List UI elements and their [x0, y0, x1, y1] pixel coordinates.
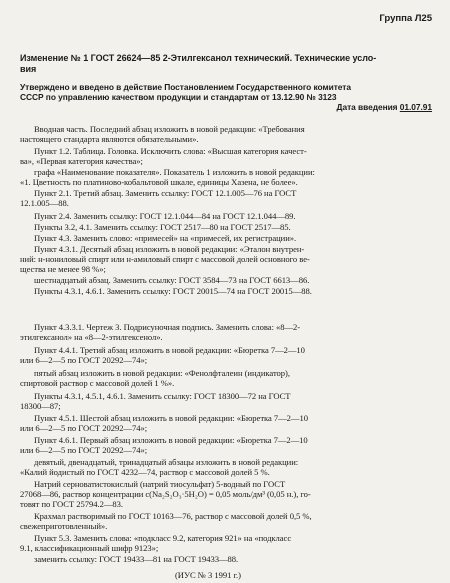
text-line: Пункт 4.6.1. Первый абзац изложить в новой редакции: «Бюретка 7—2—10	[34, 435, 308, 445]
footer-reference: (ИУС № 3 1991 г.)	[175, 570, 241, 580]
effective-date-label: Дата введения	[336, 102, 400, 112]
text-line: ва», «Первая категория качества»;	[20, 156, 143, 166]
text-line: Пункт 4.5.1. Шестой абзац изложить в новой редакции: «Бюретка 7—2—10	[34, 413, 308, 423]
text-line: ний: н-нониловый спирт или н-амиловый спирт с массовой долей основного ве-	[20, 254, 310, 264]
text-line: Пункт 1.2. Таблица. Головка. Исключить слова: «Высшая категория качест-	[34, 146, 307, 156]
text-line: Крахмал растворимый по ГОСТ 10163—76, раствор с массовой долей 0,5 %,	[34, 511, 312, 521]
text-line: или 6—2—5 по ГОСТ 20292—74»;	[20, 445, 148, 455]
text-line: Пункт 4.3.1. Десятый абзац изложить в новой редакции: «Эталон внутрен-	[34, 244, 305, 254]
text-line: или 6—2—5 по ГОСТ 20292—74»;	[20, 355, 148, 365]
text-line: свежеприготовленный».	[20, 521, 108, 531]
text-line: 27068—86, раствор концентрации с(Na₂S₂O₃·5H₂O) = 0,05 моль/дм³ (0,05 н.), го-	[20, 489, 311, 499]
amendment-title-cont: вия	[20, 64, 37, 74]
text-line: девятый, двенадцатый, тринадцатый абзацы изложить в новой редакции:	[34, 457, 299, 467]
text-line: товят по ГОСТ 25794.2—83.	[20, 499, 123, 509]
text-line: Пункт 4.3. Заменить слово: «примесей» на «примесей, их регистрации».	[34, 233, 297, 243]
text-line: заменить ссылку: ГОСТ 19433—81 на ГОСТ 19433—88.	[34, 554, 239, 564]
text-line: Пункт 2.1. Третий абзац. Заменить ссылку: ГОСТ 12.1.005—76 на ГОСТ	[34, 188, 297, 198]
text-line: Пункт 5.3. Заменить слова: «подкласс 9.2, категория 921» на «подкласс	[34, 533, 292, 543]
effective-date	[337, 102, 432, 112]
approval-line: Утверждено и введено в действие Постановлением Государственного комитета	[20, 82, 351, 92]
text-line: спиртовой раствор с массовой долей 1 %».	[20, 378, 175, 388]
text-line: этилгексанол» на «8—2-этилгексенол».	[20, 332, 163, 342]
text-line: Пункты 4.3.1, 4.6.1. Заменить ссылку: ГОСТ 20015—74 на ГОСТ 20015—88.	[34, 286, 312, 296]
text-line: шестнадцатый абзац. Заменить ссылку: ГОСТ 3584—73 на ГОСТ 6613—86.	[34, 275, 310, 285]
text-line: «Калий йодистый по ГОСТ 4232—74, раствор с массовой долей 5 %.	[20, 467, 270, 477]
effective-date-value: 01.07.91	[399, 102, 432, 112]
text-line: пятый абзац изложить в новой редакции: «Фенолфталеин (индикатор),	[34, 368, 290, 378]
text-line: Пункт 4.4.1. Третий абзац изложить в новой редакции: «Бюретка 7—2—10	[34, 345, 305, 355]
text-line: щества не менее 98 %»;	[20, 264, 106, 274]
text-line: Пункты 4.3.1, 4.5.1, 4.6.1. Заменить ссылку: ГОСТ 18300—72 на ГОСТ	[34, 391, 291, 401]
text-line: или 6—2—5 по ГОСТ 20292—74»;	[20, 423, 148, 433]
text-line: 12.1.005—88.	[20, 198, 69, 208]
group-code: Группа Л25	[379, 13, 432, 24]
text-line: графа «Наименование показателя». Показатель 1 изложить в новой редакции:	[34, 167, 315, 177]
text-line: Натрий серноватистокислый (натрий тиосульфат) 5-водный по ГОСТ	[34, 479, 286, 489]
text-line: Пункт 2.4. Заменить ссылку: ГОСТ 12.1.044—84 на ГОСТ 12.1.044—89.	[34, 211, 296, 221]
text-line: 18300—87;	[20, 401, 61, 411]
text-line: настоящего стандарта являются обязательными».	[20, 134, 199, 144]
amendment-title: Изменение № 1 ГОСТ 26624—85 2-Этилгексанол технический. Технические усло-	[20, 53, 377, 63]
text-line: 9.1, классификационный шифр 9123»;	[20, 543, 159, 553]
text-line: Вводная часть. Последний абзац изложить в новой редакции: «Требования	[34, 124, 305, 134]
text-line: Пункты 3.2, 4.1. Заменить ссылку: ГОСТ 2517—80 на ГОСТ 2517—85.	[34, 222, 291, 232]
text-line: «1. Цветность по платиново-кобальтовой шкале, единицы Хазена, не более».	[20, 177, 298, 187]
text-line: Пункт 4.3.3.1. Чертеж 3. Подрисуночная подпись. Заменить слова: «8—2-	[34, 322, 301, 332]
approval-line: СССР по управлению качеством продукции и стандартам от 13.12.90 № 3123	[20, 92, 337, 102]
